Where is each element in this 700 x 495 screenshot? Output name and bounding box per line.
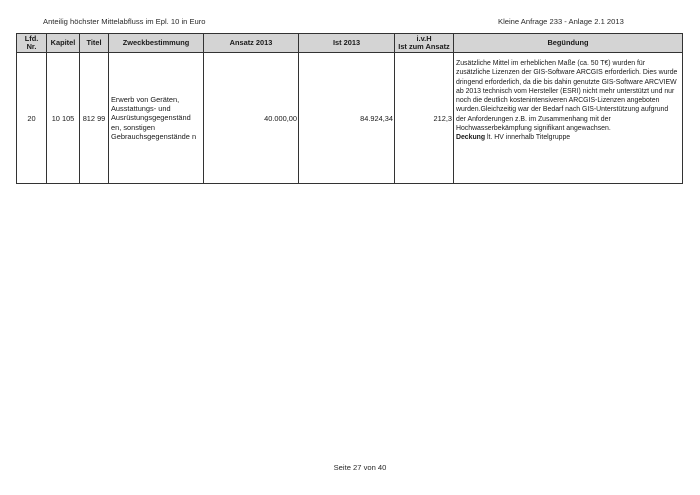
ivh-header-line1: i.v.H [416, 34, 432, 43]
cell-ist: 84.924,34 [299, 53, 395, 184]
table-header-row [17, 34, 683, 53]
cell-lfd-nr: 20 [17, 53, 47, 184]
column-header-zweckbestimmung: Zweckbestimmung [109, 34, 204, 53]
begruendung-deckung-text: lt. HV innerhalb Titelgruppe [485, 134, 571, 142]
column-header-begruendung: Begündung [454, 34, 683, 53]
column-header-kapitel: Kapitel [47, 34, 80, 53]
begruendung-text: Zusätzliche Mittel im erheblichen Maße (ca. 50 T€) wurden für zusätzliche Lizenzen der GIS-Software ARCGIS erforderlich. Dies wurde dringend erforderlich, da die bis dahin genutzte GIS-Software ARCVIEW ab 2013 technisch vom Hersteller (ESRI) nicht mehr unterstützt und nur noch die deutlich kostenintensiveren ARCGIS-Lizenzen angeboten wurden.Gleichzeitig war der Bedarf nach GIS-Unterstützung aufgrund der Anforderungen z.B. im Zusammenhang mit der Hochwasserbekämpfung signifikant angewachsen. [456, 60, 678, 133]
cell-begruendung [454, 53, 683, 184]
cell-titel: 812 99 [80, 53, 109, 184]
column-header-ansatz: Ansatz 2013 [204, 34, 299, 53]
cell-kapitel: 10 105 [47, 53, 80, 184]
header-reference: Kleine Anfrage 233 - Anlage 2.1 2013 [498, 17, 624, 26]
cell-ivh: 212,3 [395, 53, 454, 184]
header-title: Anteilig höchster Mittelabfluss im Epl. 10 in Euro [43, 17, 206, 26]
begruendung-deckung-label: Deckung [456, 134, 486, 142]
cell-ansatz: 40.000,00 [204, 53, 299, 184]
column-header-titel: Titel [80, 34, 109, 53]
column-header-ist: Ist 2013 [299, 34, 395, 53]
lfd-header-line1: Lfd. [24, 34, 39, 43]
expenditure-table [16, 33, 683, 184]
page-footer [0, 463, 700, 472]
column-header-ivh [395, 34, 454, 53]
column-header-lfd-nr [17, 34, 47, 53]
cell-zweckbestimmung: Erwerb von Geräten, Ausstattungs- und Ausrüstungsgegenständ en, sonstigen Gebrauchsgegenstände n [109, 53, 204, 184]
table-row [17, 53, 683, 184]
page-number: Seite 27 von 40 [333, 463, 387, 472]
ivh-header-line2: Ist zum Ansatz [398, 42, 450, 51]
lfd-header-line2: Nr. [26, 42, 37, 51]
